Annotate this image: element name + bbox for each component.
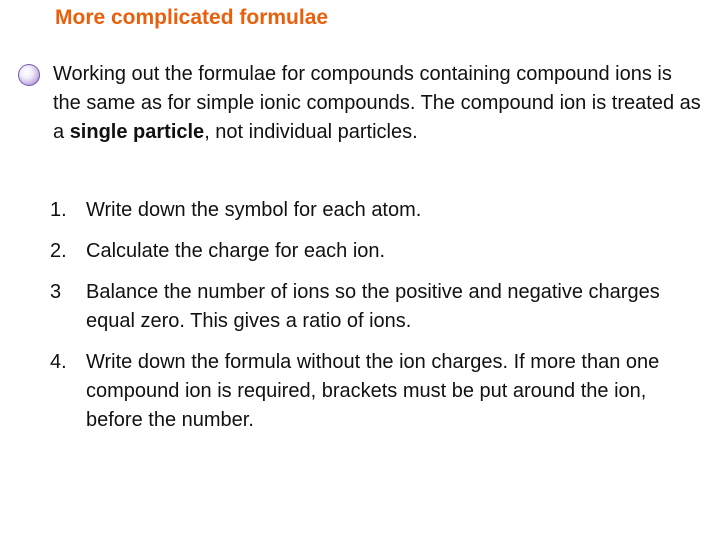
intro-text-part2: , not individual particles. <box>204 121 418 143</box>
step-text: Write down the formula without the ion charges. If more than one compound ion is required, brackets must be put around the ion, before the number. <box>86 351 660 431</box>
step-item <box>50 348 706 435</box>
step-text: Write down the symbol for each atom. <box>86 199 422 221</box>
steps-list <box>50 196 710 435</box>
step-text: Balance the number of ions so the positive and negative charges equal zero. This gives a ratio of ions. <box>86 281 660 332</box>
step-text: Calculate the charge for each ion. <box>86 240 386 262</box>
step-number: 3 <box>50 281 62 303</box>
step-item <box>50 237 706 266</box>
step-number: 2. <box>50 240 67 262</box>
step-number: 4. <box>50 351 67 373</box>
step-item <box>50 278 706 336</box>
step-item <box>50 196 706 225</box>
intro-text-part1: Working out the formulae for compounds containing compound ions is the same as for simple ionic compounds. The compound ion is treated as a <box>53 63 701 143</box>
slide-title: More complicated formulae <box>55 6 329 29</box>
intro-emphasis: single particle <box>69 121 205 143</box>
bullet-icon <box>18 64 40 86</box>
step-number: 1. <box>50 199 67 221</box>
intro-paragraph <box>53 60 703 147</box>
